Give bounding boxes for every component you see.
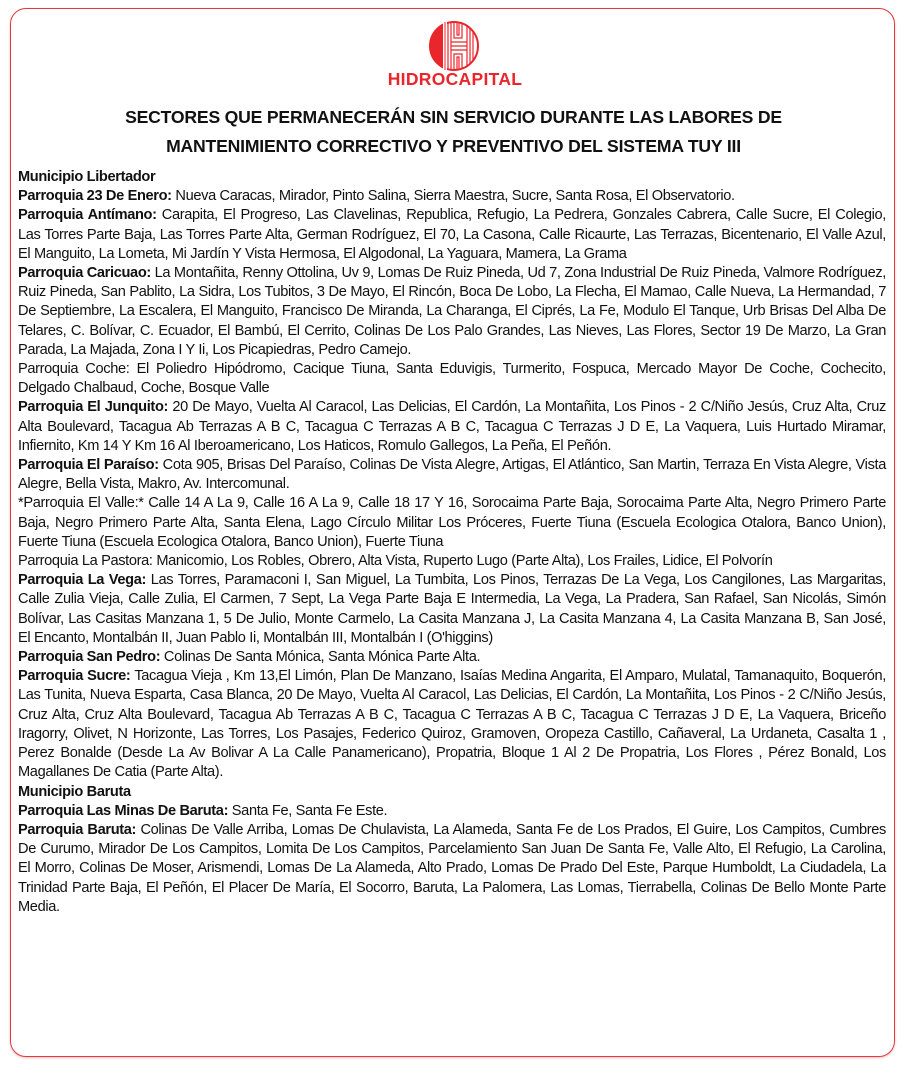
parroquia-entry bbox=[18, 667, 886, 782]
parroquia-label: Parroquia Coche: bbox=[18, 361, 130, 378]
parroquia-sectors: Calle 14 A La 9, Calle 16 A La 9, Calle 18 17 Y 16, Sorocaima Parte Baja, Sorocaima Parte Alta, Negro Primero Parte Baja, Negro Primero Parte Alta, Santa Elena, Lago Círculo Militar Los Próceres, Fuerte Tiuna (Escuela Ecologica Otalora, Banco Union), Fuerte Tiuna (Escuela Ecologica Otalora, Banco Union), Fuerte Tiuna bbox=[18, 495, 886, 550]
parroquia-sectors: Santa Fe, Santa Fe Este. bbox=[228, 802, 388, 819]
parroquia-sectors: Cota 905, Brisas Del Paraíso, Colinas De Vista Alegre, Artigas, El Atlántico, San Martin, Terraza En Vista Alegre, Vista Alegre, Bella Vista, Makro, Av. Intercomunal. bbox=[18, 457, 886, 493]
parroquia-label: *Parroquia El Valle:* bbox=[18, 495, 144, 512]
parroquia-label: Parroquia Las Minas De Baruta: bbox=[18, 802, 229, 819]
parroquia-label: Parroquia El Paraíso: bbox=[18, 457, 159, 474]
parroquia-entry bbox=[18, 360, 886, 398]
parroquia-sectors: Las Torres, Paramaconi I, San Miguel, La Tumbita, Los Pinos, Terrazas De La Vega, Los Cangilones, Las Margaritas, Calle Zulia Vieja, Calle Zulia, El Carmen, 7 Sept, La Vega Parte Baja E Intermedia, La Vega, La Pradera, San Rafael, San Nicolás, Simón Bolívar, Las Casitas Manzana 1, 5 De Julio, Monte Carmelo, La Casita Manzana J, La Casita Manzana 4, La Casita Manzana B, San José, El Encanto, Montalbán II, Juan Pablo Ii, Montalbán III, Montalbán I (O'higgins) bbox=[18, 572, 886, 646]
logo-wordmark: HIDROCAPITAL bbox=[387, 69, 523, 89]
parroquia-entry bbox=[18, 187, 886, 206]
parroquia-entry bbox=[18, 802, 886, 821]
title-line-1: SECTORES QUE PERMANECERÁN SIN SERVICIO DURANTE LAS LABORES DE bbox=[125, 107, 782, 127]
parroquia-sectors: Colinas De Valle Arriba, Lomas De Chulavista, La Alameda, Santa Fe de Los Prados, El Guire, Los Campitos, Cumbres De Curumo, Mirador De Los Campitos, Lomita De Los Campitos, Parcelamiento San Juan De Santa Fe, Valle Alto, El Refugio, La Carolina, El Morro, Colinas De Moser, Arismendi, Lomas De La Alameda, Alto Prado, Lomas De Prado Del Este, Parque Humboldt, La Ciudadela, La Trinidad Parte Baja, El Peñón, El Placer De María, El Socorro, Baruta, La Palomera, Las Lomas, Tierrabella, Colinas De Bello Monte Parte Media. bbox=[18, 821, 886, 915]
municipio-heading: Municipio Baruta bbox=[18, 783, 131, 800]
hidrocapital-logo bbox=[380, 16, 530, 92]
parroquia-entry bbox=[18, 264, 886, 360]
parroquia-entry bbox=[18, 552, 886, 571]
parroquia-label: Parroquia La Pastora: bbox=[18, 553, 153, 570]
title-line-2: MANTENIMIENTO CORRECTIVO Y PREVENTIVO DEL SISTEMA TUY III bbox=[166, 136, 741, 156]
municipio-heading: Municipio Libertador bbox=[18, 169, 156, 185]
hidrocapital-logo-icon bbox=[426, 20, 482, 72]
parroquia-entry bbox=[18, 571, 886, 648]
parroquia-sectors: Colinas De Santa Mónica, Santa Mónica Parte Alta. bbox=[160, 649, 481, 666]
parroquia-entry bbox=[18, 648, 886, 667]
parroquia-sectors: Manicomio, Los Robles, Obrero, Alta Vista, Ruperto Lugo (Parte Alta), Los Frailes, Lidice, El Polvorín bbox=[152, 553, 773, 570]
parroquia-sectors: Carapita, El Progreso, Las Clavelinas, Republica, Refugio, La Pedrera, Gonzales Cabrera, Calle Sucre, El Colegio, Las Torres Parte Baja, Las Torres Parte Alta, German Rodríguez, El 70, La Casona, Calle Ricaurte, Las Terrazas, Bicentenario, El Valle Azul, El Manguito, La Lometa, Mi Jardín Y Vista Hermosa, El Algodonal, La Yaguara, Mamera, La Grama bbox=[18, 207, 886, 262]
parroquia-entry bbox=[18, 206, 886, 264]
parroquia-entry bbox=[18, 398, 886, 456]
parroquia-label: Parroquia Baruta: bbox=[18, 821, 137, 838]
parroquia-label: Parroquia El Junquito: bbox=[18, 399, 169, 416]
parroquia-entry bbox=[18, 821, 886, 917]
parroquia-sectors: El Poliedro Hipódromo, Cacique Tiuna, Santa Eduvigis, Turmerito, Fospuca, Mercado Mayor De Coche, Cochecito, Delgado Chalbaud, Coche, Bosque Valle bbox=[18, 361, 886, 397]
parroquia-label: Parroquia 23 De Enero: bbox=[18, 188, 172, 205]
parroquia-label: Parroquia Caricuao: bbox=[18, 265, 151, 282]
parroquia-label: Parroquia Sucre: bbox=[18, 668, 131, 685]
parroquia-sectors: Nueva Caracas, Mirador, Pinto Salina, Sierra Maestra, Sucre, Santa Rosa, El Observatorio. bbox=[171, 188, 735, 205]
parroquia-sectors: La Montañita, Renny Ottolina, Uv 9, Lomas De Ruiz Pineda, Ud 7, Zona Industrial De Ruiz Pineda, Valmore Rodríguez, Ruiz Pineda, San Pablito, La Sidra, Los Tubitos, 3 De Mayo, El Rincón, Boca De Lobo, La Flecha, El Mamao, Calle Nueva, La Hermandad, 7 De Septiembre, La Escalera, El Manguito, Francisco De Miranda, La Charanga, El Ciprés, La Fe, Modulo El Tanque, Urb Brisas Del Alba De Telares, C. Bolívar, C. Ecuador, El Bambú, El Cerrito, Colinas De Los Palo Grandes, Las Nieves, Las Flores, Sector 19 De Marzo, La Gran Parada, La Majada, Zona I Y Ii, Los Picapiedras, Pedro Camejo. bbox=[18, 265, 886, 358]
parroquia-entry bbox=[18, 494, 886, 552]
sectors-list bbox=[18, 168, 886, 917]
parroquia-label: Parroquia La Vega: bbox=[18, 572, 146, 589]
parroquia-sectors: 20 De Mayo, Vuelta Al Caracol, Las Delicias, El Cardón, La Montañita, Los Pinos - 2 C/Niño Jesús, Cruz Alta, Cruz Alta Boulevard, Tacagua Ab Terrazas A B C, Tacagua C Terrazas A B C, Tacagua C Terrazas J D E, La Vaquera, Luis Hurtado Miramar, Infiernito, Km 14 Y Km 16 Al Iberoamericano, Los Haticos, Romulo Gallegos, La Peña, El Peñón. bbox=[18, 399, 886, 454]
parroquia-label: Parroquia Antímano: bbox=[18, 207, 157, 224]
page-title bbox=[30, 103, 877, 161]
parroquia-label: Parroquia San Pedro: bbox=[18, 649, 161, 666]
parroquia-entry bbox=[18, 456, 886, 494]
parroquia-sectors: Tacagua Vieja , Km 13,El Limón, Plan De Manzano, Isaías Medina Angarita, El Amparo, Mulatal, Tamanaquito, Boquerón, Las Tunita, Nueva Esparta, Casa Blanca, 20 De Mayo, Vuelta Al Caracol, Las Delicias, El Cardón, La Montañita, Los Pinos - 2 C/Niño Jesús, Cruz Alta, Cruz Alta Boulevard, Tacagua Ab Terrazas A B C, Tacagua C Terrazas A B C, Tacagua C Terrazas J D E, La Vaquera, Briceño Iragorry, Olivet, N Horizonte, Las Torres, Los Pasajes, Federico Quiroz, Gramoven, Oropeza Castillo, Cañaveral, La Urdaneta, Casalta 1 , Perez Bonalde (Desde La Av Bolivar A La Calle Panamericano), Propatria, Bloque 1 Al 2 De Propatria, Los Flores , Pérez Bonald, Los Magallanes De Catia (Parte Alta). bbox=[18, 668, 886, 781]
